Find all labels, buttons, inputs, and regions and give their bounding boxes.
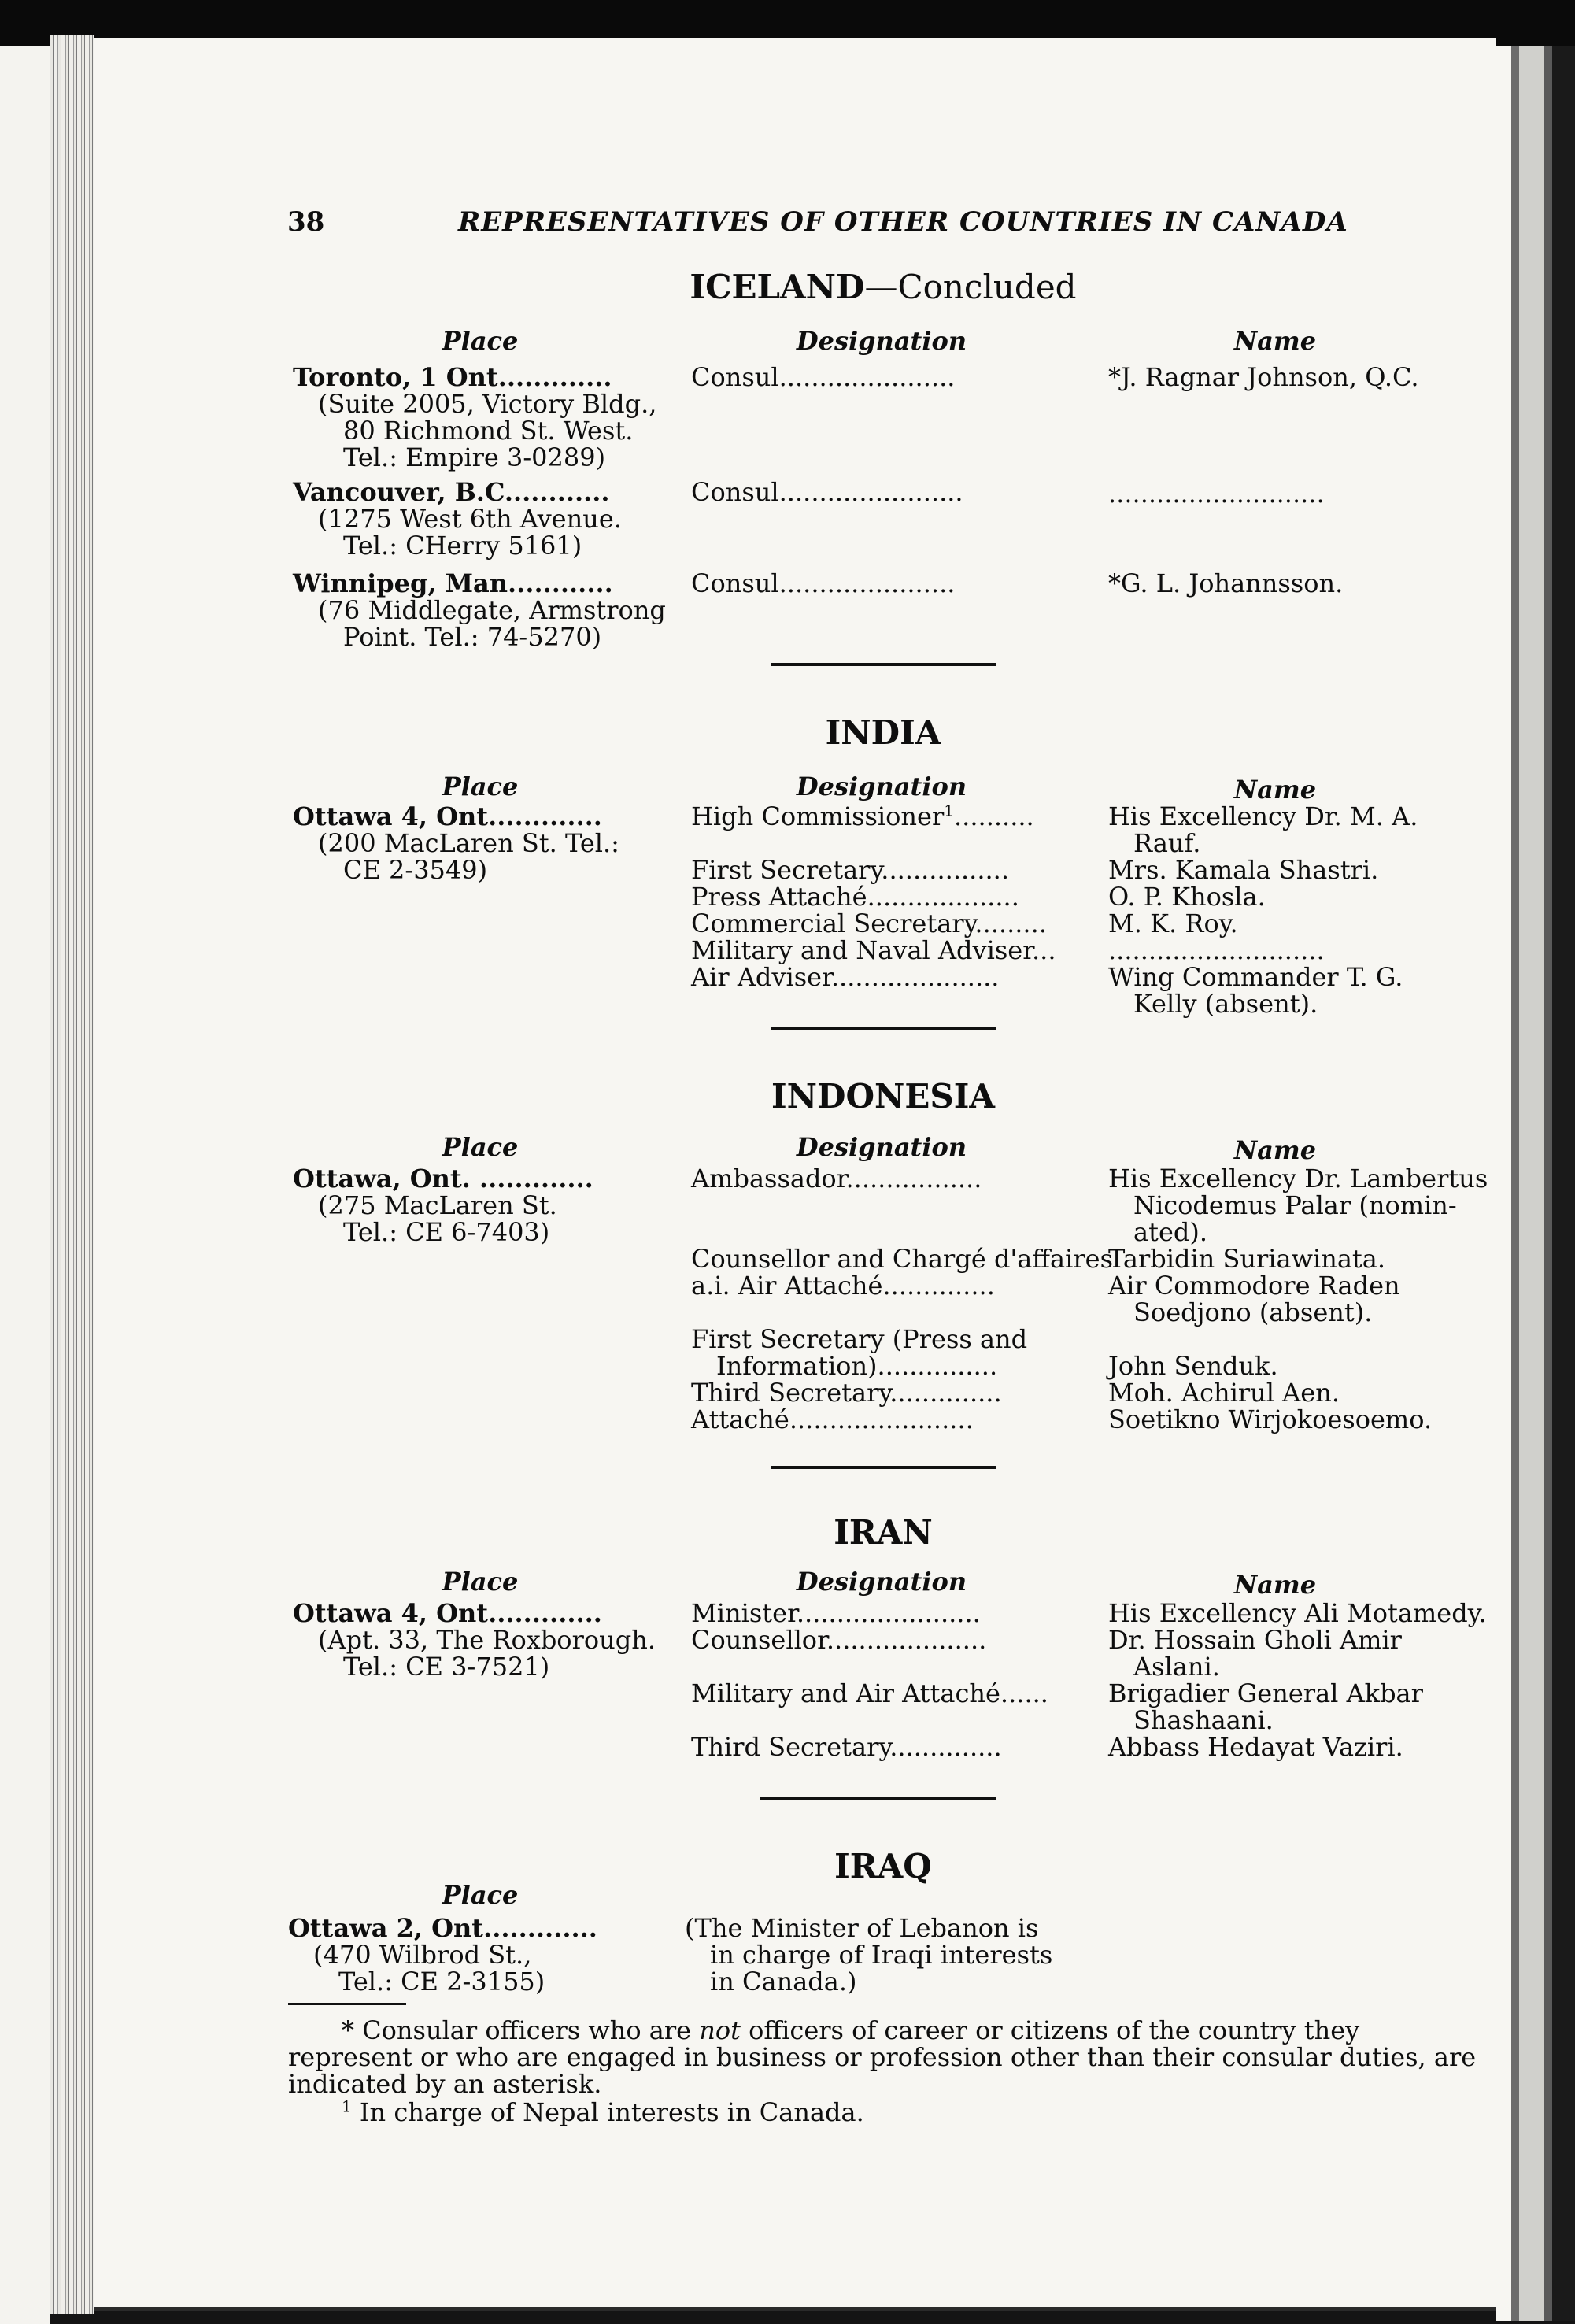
column-header-name: Name <box>1233 1570 1317 1600</box>
name-item: Brigadier General Akbar <box>1108 1678 1423 1708</box>
footnote-1 <box>342 2096 864 2127</box>
address-line: (275 MacLaren St. <box>318 1190 557 1220</box>
spacer <box>691 830 1056 857</box>
column-header-name: Name <box>1233 1135 1317 1165</box>
name-item: His Excellency Dr. Lambertus <box>1108 1164 1488 1193</box>
section-title-indonesia: INDONESIA <box>771 1077 995 1116</box>
column-header-place: Place <box>442 1880 519 1910</box>
address-line: (470 Wilbrod St., <box>313 1940 532 1970</box>
column-header-designation: Designation <box>796 1567 967 1597</box>
footnote-rule <box>288 2003 406 2005</box>
name-item: Soedjono (absent). <box>1133 1297 1373 1327</box>
name-item: Rauf. <box>1133 828 1201 858</box>
footnote-emphasis: not <box>699 2015 741 2045</box>
name-item: Shashaani. <box>1133 1705 1274 1735</box>
entry-name: *J. Ragnar Johnson, Q.C. <box>1108 362 1419 392</box>
continued-note: —Concluded <box>864 268 1077 306</box>
footnote-text: officers of career or citizens of the country they represent or who are engaged in business or profession other than their consular duties, are indicated by an asterisk. <box>288 2015 1477 2099</box>
name-list <box>1108 1600 1487 1760</box>
name-item: M. K. Roy. <box>1108 909 1238 938</box>
note-line: in Canada.) <box>710 1967 857 1996</box>
name-item: Kelly (absent). <box>1133 989 1318 1019</box>
address-line: Tel.: CE 2-3155) <box>338 1967 545 1996</box>
section-divider <box>771 663 996 666</box>
entry-designation: Consul...................... <box>691 568 956 598</box>
place-city: Toronto, 1 Ont............. <box>293 362 612 392</box>
iraq-note <box>685 1915 1052 1995</box>
spacer <box>691 1707 1048 1734</box>
name-item: Air Commodore Raden <box>1108 1271 1400 1301</box>
entry-name: *G. L. Johannsson. <box>1108 568 1344 598</box>
section-divider <box>771 1027 996 1030</box>
footnote-text: In charge of Nepal interests in Canada. <box>351 2097 864 2127</box>
column-header-place: Place <box>442 1132 519 1162</box>
address-line: Tel.: CE 3-7521) <box>343 1652 550 1682</box>
address-line: (76 Middlegate, Armstrong <box>318 595 666 625</box>
footnote-marker: 1 <box>944 801 954 820</box>
note-line: in charge of Iraqi interests <box>710 1940 1053 1970</box>
section-title-india: INDIA <box>825 713 941 752</box>
designation-item: Counsellor and Chargé d'affaires <box>691 1244 1113 1274</box>
address-line: 80 Richmond St. West. <box>343 416 634 446</box>
designation-list <box>691 1165 1113 1433</box>
designation-text: High Commissioner <box>691 801 945 831</box>
entry-name-vacant: ........................... <box>1108 479 1325 509</box>
footnote-asterisk <box>288 2017 1477 2097</box>
column-header-place: Place <box>442 772 519 801</box>
name-item: Tarbidin Suriawinata. <box>1108 1244 1386 1274</box>
section-title-iran: IRAN <box>834 1513 933 1552</box>
name-item: Abbass Hedayat Vaziri. <box>1108 1732 1403 1762</box>
column-header-name: Name <box>1233 775 1317 805</box>
name-list <box>1108 1165 1488 1433</box>
name-item: Nicodemus Palar (nomin- <box>1133 1190 1457 1220</box>
column-header-name: Name <box>1233 326 1317 356</box>
designation-item: Attaché....................... <box>691 1404 974 1434</box>
address-line: (1275 West 6th Avenue. <box>318 504 622 534</box>
designation-item: Ambassador................. <box>691 1164 982 1193</box>
designation-item: a.i. Air Attaché.............. <box>691 1271 995 1301</box>
place-city: Ottawa, Ont. ............. <box>293 1164 593 1193</box>
name-item: His Excellency Dr. M. A. <box>1108 801 1418 831</box>
place-city: Ottawa 2, Ont............. <box>288 1913 597 1943</box>
entry-designation: Consul....................... <box>691 477 963 507</box>
spacer <box>1108 1326 1488 1353</box>
place-city: Winnipeg, Man............ <box>293 568 613 598</box>
designation-list <box>691 1600 1048 1760</box>
designation-item: First Secretary................ <box>691 855 1010 885</box>
footnote-marker: 1 <box>342 2096 352 2116</box>
section-divider <box>760 1797 996 1800</box>
name-item: Wing Commander T. G. <box>1108 962 1403 992</box>
column-header-designation: Designation <box>796 772 967 801</box>
address-line: CE 2-3549) <box>343 855 488 885</box>
entry-place <box>293 570 666 650</box>
note-line: (The Minister of Lebanon is <box>685 1913 1039 1943</box>
entry-place <box>288 1915 597 1995</box>
designation-item: Military and Air Attaché...... <box>691 1678 1048 1708</box>
spacer <box>691 1653 1048 1680</box>
name-item: John Senduk. <box>1108 1351 1278 1381</box>
designation-item: Military and Naval Adviser... <box>691 935 1056 965</box>
page-bottom-edge <box>94 2307 1496 2311</box>
column-header-designation: Designation <box>796 326 967 356</box>
name-item: His Excellency Ali Motamedy. <box>1108 1598 1487 1628</box>
designation-item: Third Secretary.............. <box>691 1732 1002 1762</box>
designation-item: Commercial Secretary......... <box>691 909 1047 938</box>
column-header-designation: Designation <box>796 1132 967 1162</box>
column-header-place: Place <box>442 1567 519 1597</box>
entry-place <box>293 1600 656 1680</box>
name-item: Soetikno Wirjokoesoemo. <box>1108 1404 1433 1434</box>
page-edge-right <box>1496 46 1575 2321</box>
spacer <box>691 1192 1113 1245</box>
address-line: Tel.: CHerry 5161) <box>343 531 582 561</box>
name-item: ated). <box>1133 1217 1208 1247</box>
section-title-iceland <box>529 268 1237 306</box>
footnote-text: * Consular officers who are <box>342 2015 700 2045</box>
place-city: Vancouver, B.C............ <box>293 477 610 507</box>
spacer <box>691 1299 1113 1326</box>
name-item: Moh. Achirul Aen. <box>1108 1378 1340 1408</box>
entry-place <box>293 1165 593 1245</box>
entry-place <box>293 479 622 559</box>
place-city: Ottawa 4, Ont............. <box>293 801 602 831</box>
name-item: Dr. Hossain Gholi Amir <box>1108 1625 1402 1655</box>
scan-margin-left <box>0 46 50 2324</box>
running-title: REPRESENTATIVES OF OTHER COUNTRIES IN CANADA <box>458 206 1348 238</box>
address-line: (Apt. 33, The Roxborough. <box>318 1625 656 1655</box>
column-header-place: Place <box>442 326 519 356</box>
leader-dots: .......... <box>954 801 1034 831</box>
address-line: (Suite 2005, Victory Bldg., <box>318 389 657 419</box>
designation-item: Minister....................... <box>691 1598 981 1628</box>
section-divider <box>771 1466 996 1469</box>
name-item: Mrs. Kamala Shastri. <box>1108 855 1379 885</box>
designation-item: Information)............... <box>716 1351 998 1381</box>
place-city: Ottawa 4, Ont............. <box>293 1598 602 1628</box>
name-list <box>1108 803 1418 1017</box>
address-line: Point. Tel.: 74-5270) <box>343 622 602 652</box>
address-line: Tel.: CE 6-7403) <box>343 1217 550 1247</box>
name-item: O. P. Khosla. <box>1108 882 1266 912</box>
name-item-vacant: ........................... <box>1108 935 1325 965</box>
entry-designation: Consul...................... <box>691 362 956 392</box>
designation-item: First Secretary (Press and <box>691 1324 1028 1354</box>
address-line: Tel.: Empire 3-0289) <box>343 442 606 472</box>
page-number: 38 <box>287 206 325 238</box>
section-title-iraq: IRAQ <box>834 1847 932 1885</box>
entry-place <box>293 803 619 883</box>
country-name: ICELAND <box>690 268 865 306</box>
designation-item: Counsellor.................... <box>691 1625 987 1655</box>
address-line: (200 MacLaren St. Tel.: <box>318 828 619 858</box>
designation-item: Third Secretary.............. <box>691 1378 1002 1408</box>
book-binding-gutter <box>50 35 94 2314</box>
entry-place <box>293 364 656 471</box>
name-item: Aslani. <box>1133 1652 1220 1682</box>
designation-item: Press Attaché................... <box>691 882 1019 912</box>
designation-item: Air Adviser..................... <box>691 962 1000 992</box>
designation-item <box>691 803 1056 830</box>
designation-list <box>691 803 1056 990</box>
